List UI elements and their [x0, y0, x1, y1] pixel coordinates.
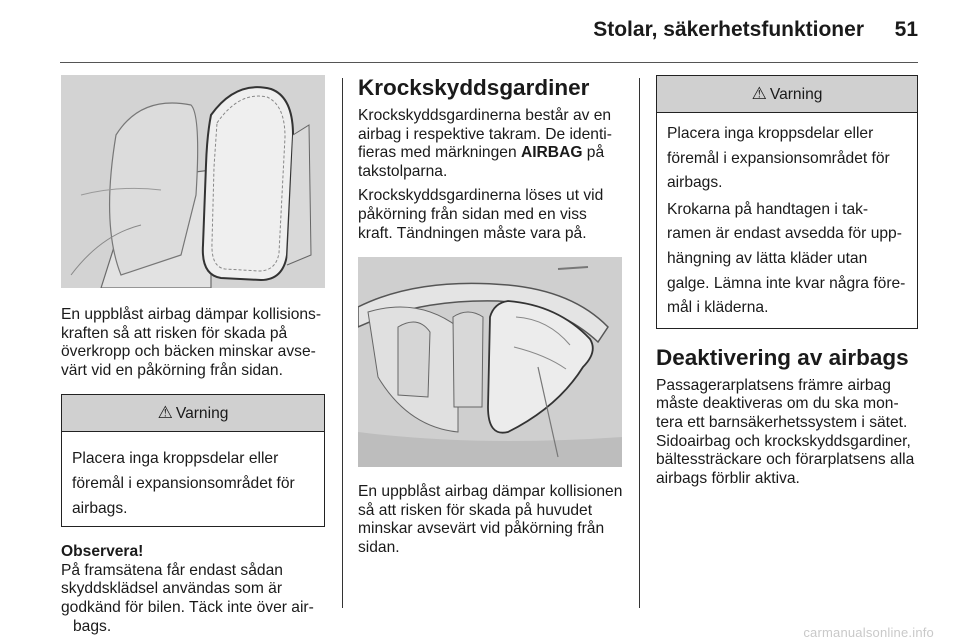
- column-3: [656, 75, 918, 488]
- curtain-airbag-drawing: [358, 257, 622, 467]
- curtain-para-2: [358, 187, 628, 243]
- note-line: godkänd för bilen. Täck inte över air-: [61, 598, 314, 616]
- warning-icon: ⚠: [157, 403, 173, 423]
- column-1: [61, 75, 325, 636]
- warning-box: [61, 394, 325, 527]
- section-heading: Deaktivering av airbags: [656, 344, 909, 370]
- column-divider-1: [342, 78, 343, 608]
- column-divider-2: [639, 78, 640, 608]
- caption-line: kraften så att risken för skada på: [61, 324, 288, 342]
- warning-icon: ⚠: [751, 84, 767, 103]
- warning-line: galge. Lämna inte kvar några före-: [667, 274, 906, 292]
- column-2: [358, 75, 628, 558]
- caption-line: En uppblåst airbag dämpar kollisions-: [61, 306, 322, 323]
- note-heading: Observera!: [61, 543, 144, 561]
- note-line: skyddsklädsel användas som är: [61, 580, 283, 598]
- note-line: bags.: [73, 617, 112, 635]
- para-line: Passagerarplatsens främre airbag: [656, 376, 891, 394]
- warning-line: mål i kläderna.: [667, 299, 769, 317]
- caption-line: så att risken för skada på huvudet: [358, 501, 593, 519]
- para-line: airbags förblir aktiva.: [656, 469, 800, 487]
- warning-header: [657, 76, 917, 113]
- para-line: påkörning från sidan med en viss: [358, 205, 587, 223]
- para-line: [358, 144, 628, 163]
- warning-heading: Varning: [175, 405, 229, 423]
- note-block: [61, 543, 325, 636]
- warning-line: ramen är endast avsedda för upp-: [667, 225, 902, 243]
- warning-line: Placera inga kroppsdelar eller: [667, 125, 874, 142]
- header-rule: [60, 62, 918, 63]
- para-line: kraft. Tändningen måste vara på.: [358, 224, 587, 242]
- section-heading: Krockskyddsgardiner: [358, 75, 590, 100]
- warning-box: [656, 75, 918, 329]
- warning-heading: Varning: [769, 86, 823, 103]
- header-title: Stolar, säkerhetsfunktioner: [593, 18, 864, 41]
- para-line: måste deaktiveras om du ska mon-: [656, 395, 899, 413]
- curtain-para-1: [358, 107, 628, 181]
- caption-line: minskar avsevärt vid påkörning från: [358, 520, 605, 538]
- seat-airbag-drawing: [61, 75, 325, 288]
- warning-line: föremål i expansionsområdet för: [72, 474, 295, 492]
- warning-line: Placera inga kroppsdelar eller: [72, 450, 279, 468]
- seat-airbag-caption: [61, 306, 325, 380]
- para-line: tera ett barnsäkerhetssystem i sätet.: [656, 413, 908, 431]
- warning-line: airbags.: [667, 174, 723, 192]
- airbag-keyword: AIRBAG: [520, 144, 583, 162]
- caption-line: sidan.: [358, 538, 400, 556]
- para-text: fieras med märkningen: [358, 144, 521, 162]
- page-number: 51: [894, 18, 918, 41]
- caption-line: värt vid en påkörning från sidan.: [61, 361, 283, 379]
- warning-line: föremål i expansionsområdet för: [667, 149, 890, 167]
- warning-para-2: [667, 201, 907, 318]
- caption-line: En uppblåst airbag dämpar kollisionen: [358, 483, 623, 501]
- para-line: Krockskyddsgardinerna består av en: [358, 107, 612, 124]
- para-line: bältessträckare och förarplatsens alla: [656, 451, 915, 469]
- warning-line: Krokarna på handtagen i tak-: [667, 200, 869, 218]
- warning-header: [62, 395, 324, 432]
- caption-line: överkropp och bäcken minskar avse-: [61, 343, 316, 361]
- watermark: carmanualsonline.info: [803, 625, 934, 640]
- warning-line: hängning av lätta kläder utan: [667, 249, 868, 267]
- para-line: airbag i respektive takram. De identi-: [358, 125, 612, 143]
- warning-line: airbags.: [72, 499, 128, 517]
- page-header: [0, 18, 960, 48]
- seat-airbag-illustration: [61, 75, 325, 288]
- deactivation-para: [656, 377, 918, 489]
- para-line: Sidoairbag och krockskyddsgardiner,: [656, 432, 911, 450]
- para-line: Krockskyddsgardinerna löses ut vid: [358, 187, 604, 205]
- warning-body: [62, 432, 324, 526]
- curtain-airbag-illustration: [358, 257, 622, 467]
- warning-body: [657, 113, 917, 328]
- note-line: På framsätena får endast sådan: [61, 561, 283, 579]
- para-text: på: [582, 144, 605, 162]
- curtain-caption: [358, 483, 628, 557]
- para-line: takstolparna.: [358, 162, 448, 180]
- warning-para-1: [667, 125, 907, 193]
